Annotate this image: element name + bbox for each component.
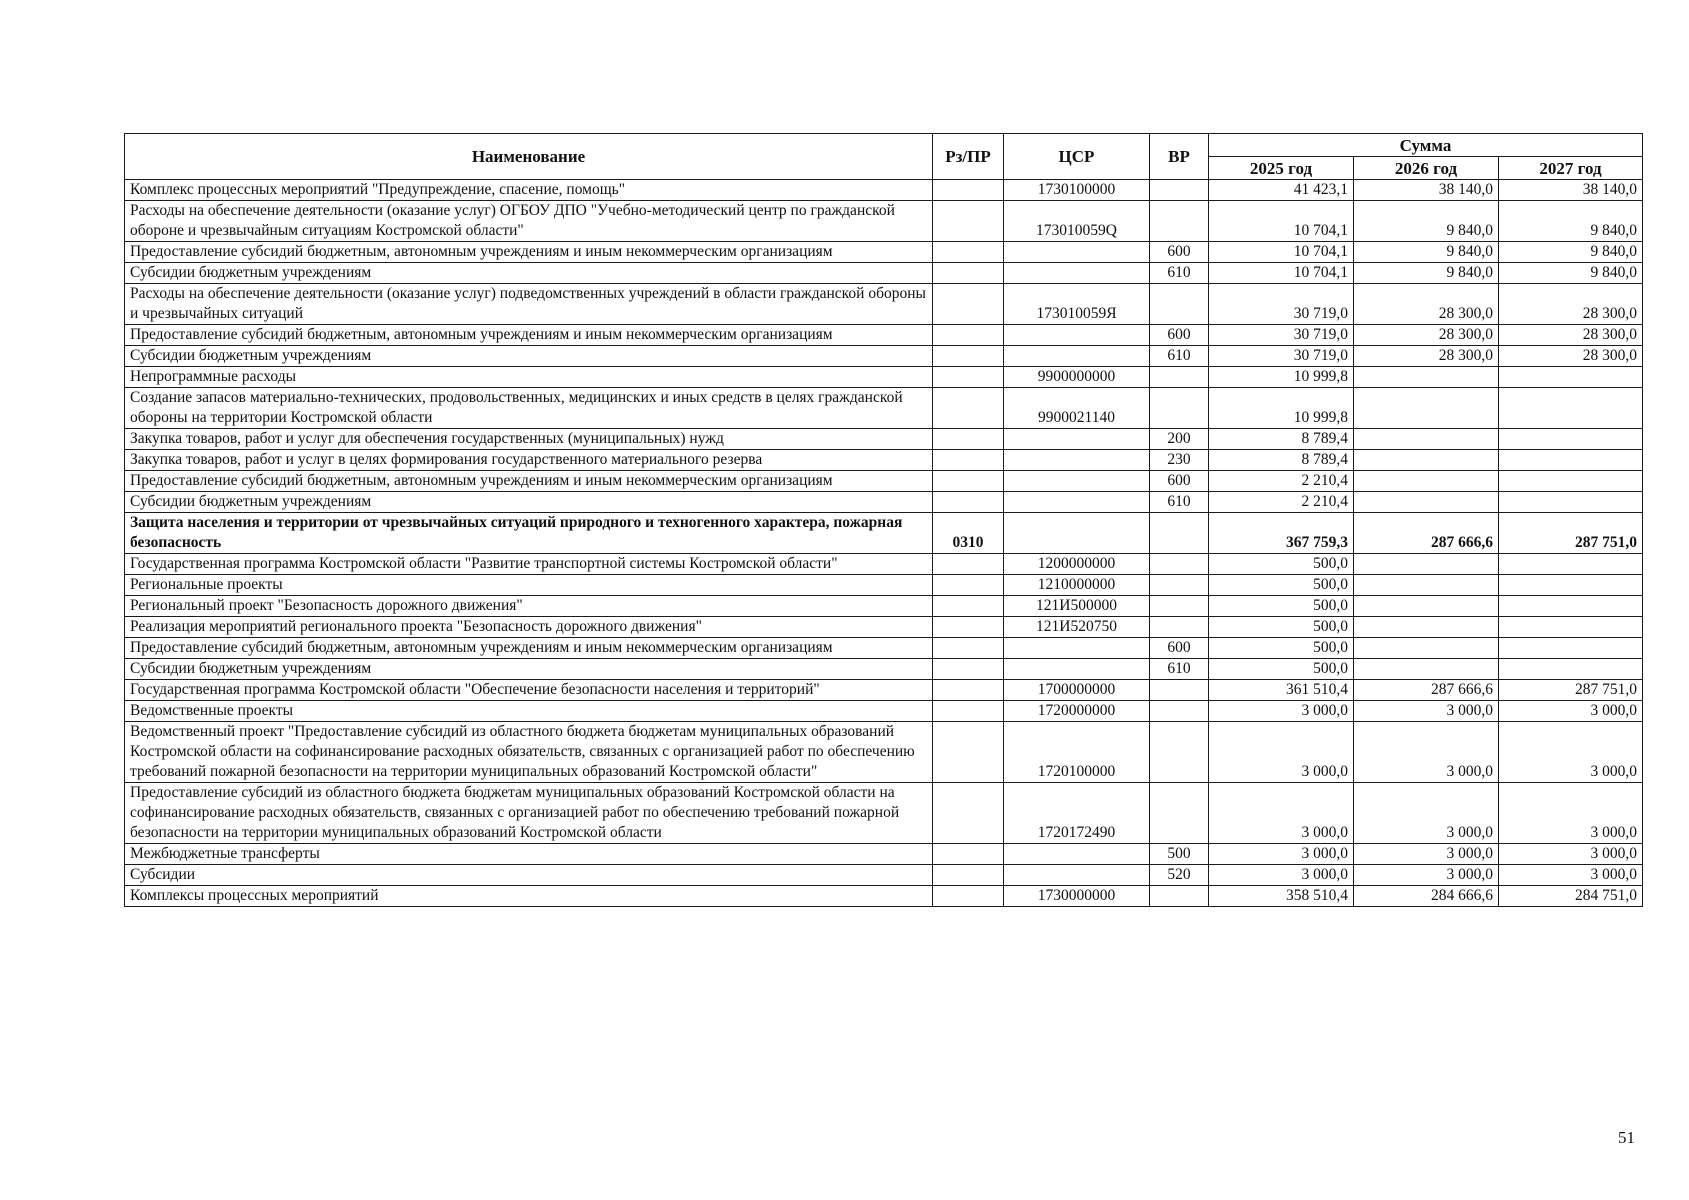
cell-2027 [1499,617,1643,638]
cell-csr [1004,492,1150,513]
table-row [125,722,1643,783]
cell-rz [933,701,1004,722]
cell-vr [1150,201,1209,242]
cell-2026: 3 000,0 [1354,865,1499,886]
cell-2025: 361 510,4 [1209,680,1354,701]
table-body [125,180,1643,907]
cell-2026 [1354,388,1499,429]
cell-2027: 9 840,0 [1499,242,1643,263]
cell-2025: 10 999,8 [1209,388,1354,429]
cell-vr: 600 [1150,325,1209,346]
table-row [125,242,1643,263]
cell-2025: 500,0 [1209,638,1354,659]
cell-rz [933,284,1004,325]
cell-csr [1004,325,1150,346]
cell-2027: 3 000,0 [1499,722,1643,783]
cell-2027 [1499,596,1643,617]
cell-name: Создание запасов материально-технических, продовольственных, медицинских и иных средств в целях гражданской обороны на территории Костромской области [125,388,933,429]
cell-rz [933,367,1004,388]
table-row [125,284,1643,325]
table-row [125,471,1643,492]
cell-2025: 10 704,1 [1209,263,1354,284]
cell-2026: 28 300,0 [1354,346,1499,367]
table-row [125,346,1643,367]
cell-2026 [1354,492,1499,513]
cell-vr: 500 [1150,844,1209,865]
cell-2025: 500,0 [1209,659,1354,680]
cell-name: Предоставление субсидий бюджетным, автономным учреждениям и иным некоммерческим организациям [125,242,933,263]
cell-rz [933,886,1004,907]
cell-rz [933,596,1004,617]
cell-name: Предоставление субсидий бюджетным, автономным учреждениям и иным некоммерческим организациям [125,325,933,346]
cell-rz [933,554,1004,575]
cell-2026 [1354,429,1499,450]
cell-rz [933,865,1004,886]
cell-2026: 38 140,0 [1354,180,1499,201]
cell-2027: 9 840,0 [1499,263,1643,284]
cell-rz: 0310 [933,513,1004,554]
table-header [125,134,1643,180]
cell-rz [933,722,1004,783]
cell-csr: 1720000000 [1004,701,1150,722]
cell-name: Межбюджетные трансферты [125,844,933,865]
cell-vr [1150,554,1209,575]
cell-csr [1004,429,1150,450]
cell-2026: 9 840,0 [1354,201,1499,242]
cell-rz [933,429,1004,450]
budget-table-container [124,133,1642,907]
cell-rz [933,201,1004,242]
table-row [125,865,1643,886]
cell-rz [933,638,1004,659]
cell-vr [1150,180,1209,201]
cell-rz [933,844,1004,865]
cell-2026: 3 000,0 [1354,722,1499,783]
cell-rz [933,388,1004,429]
cell-csr [1004,513,1150,554]
cell-rz [933,492,1004,513]
cell-csr: 1700000000 [1004,680,1150,701]
cell-2025: 41 423,1 [1209,180,1354,201]
cell-rz [933,242,1004,263]
cell-vr [1150,783,1209,844]
cell-2025: 10 704,1 [1209,201,1354,242]
cell-2027 [1499,554,1643,575]
cell-2027: 284 751,0 [1499,886,1643,907]
cell-csr [1004,263,1150,284]
cell-name: Непрограммные расходы [125,367,933,388]
cell-vr [1150,886,1209,907]
cell-2026 [1354,617,1499,638]
cell-2025: 500,0 [1209,617,1354,638]
cell-2027 [1499,388,1643,429]
cell-csr: 1720172490 [1004,783,1150,844]
cell-rz [933,680,1004,701]
cell-name: Ведомственный проект "Предоставление субсидий из областного бюджета бюджетам муниципальных образований Костромской области на софинансирование расходных обязательств, связанных с организацией работ по обеспечению требований пожарной безопасности на территории муниципальных образований Костромской области" [125,722,933,783]
cell-rz [933,325,1004,346]
cell-2026: 28 300,0 [1354,325,1499,346]
cell-rz [933,180,1004,201]
cell-2027 [1499,450,1643,471]
header-name: Наименование [125,134,933,180]
header-csr: ЦСР [1004,134,1150,180]
cell-vr: 610 [1150,659,1209,680]
cell-2027: 287 751,0 [1499,513,1643,554]
cell-2027: 3 000,0 [1499,783,1643,844]
cell-2025: 367 759,3 [1209,513,1354,554]
cell-2026 [1354,471,1499,492]
header-sum: Сумма [1209,134,1643,157]
cell-2026: 3 000,0 [1354,844,1499,865]
cell-csr: 1730100000 [1004,180,1150,201]
page-number: 51 [1618,1128,1635,1147]
table-row [125,513,1643,554]
cell-2025: 3 000,0 [1209,783,1354,844]
cell-2027: 28 300,0 [1499,284,1643,325]
table-row [125,638,1643,659]
cell-2026 [1354,638,1499,659]
cell-2027 [1499,367,1643,388]
cell-csr [1004,471,1150,492]
cell-name: Расходы на обеспечение деятельности (оказание услуг) ОГБОУ ДПО "Учебно-методический центр по гражданской обороне и чрезвычайным ситуациям Костромской области" [125,201,933,242]
table-row [125,263,1643,284]
cell-vr: 600 [1150,242,1209,263]
cell-2026 [1354,659,1499,680]
cell-csr: 121И520750 [1004,617,1150,638]
cell-csr [1004,865,1150,886]
cell-vr [1150,367,1209,388]
cell-name: Реализация мероприятий регионального проекта "Безопасность дорожного движения" [125,617,933,638]
table-row [125,575,1643,596]
table-row [125,201,1643,242]
cell-name: Предоставление субсидий из областного бюджета бюджетам муниципальных образований Костромской области на софинансирование расходных обязательств, связанных с организацией работ по обеспечению требований пожарной безопасности на территории муниципальных образований Костромской области [125,783,933,844]
cell-2026 [1354,367,1499,388]
cell-name: Предоставление субсидий бюджетным, автономным учреждениям и иным некоммерческим организациям [125,638,933,659]
cell-csr: 1730000000 [1004,886,1150,907]
cell-name: Комплексы процессных мероприятий [125,886,933,907]
table-row [125,701,1643,722]
cell-vr [1150,701,1209,722]
cell-name: Ведомственные проекты [125,701,933,722]
table-row [125,617,1643,638]
cell-name: Предоставление субсидий бюджетным, автономным учреждениям и иным некоммерческим организациям [125,471,933,492]
cell-2027: 3 000,0 [1499,701,1643,722]
cell-2027: 28 300,0 [1499,325,1643,346]
cell-name: Региональный проект "Безопасность дорожного движения" [125,596,933,617]
cell-name: Государственная программа Костромской области "Развитие транспортной системы Костромской области" [125,554,933,575]
cell-vr: 520 [1150,865,1209,886]
cell-csr [1004,450,1150,471]
cell-2026 [1354,596,1499,617]
cell-2025: 3 000,0 [1209,844,1354,865]
cell-vr: 230 [1150,450,1209,471]
cell-csr: 1720100000 [1004,722,1150,783]
cell-2027 [1499,429,1643,450]
cell-2027: 28 300,0 [1499,346,1643,367]
table-row [125,680,1643,701]
cell-2026: 3 000,0 [1354,783,1499,844]
cell-2026: 287 666,6 [1354,513,1499,554]
cell-rz [933,346,1004,367]
cell-csr [1004,346,1150,367]
table-row [125,783,1643,844]
cell-vr [1150,596,1209,617]
cell-2025: 3 000,0 [1209,722,1354,783]
cell-2027 [1499,638,1643,659]
cell-name: Защита населения и территории от чрезвычайных ситуаций природного и техногенного характера, пожарная безопасность [125,513,933,554]
cell-name: Субсидии бюджетным учреждениям [125,346,933,367]
table-row [125,554,1643,575]
cell-csr: 173010059Я [1004,284,1150,325]
table-row [125,367,1643,388]
header-2027: 2027 год [1499,157,1643,180]
cell-csr: 9900021140 [1004,388,1150,429]
cell-name: Расходы на обеспечение деятельности (оказание услуг) подведомственных учреждений в области гражданской обороны и чрезвычайных ситуаций [125,284,933,325]
budget-table [124,133,1643,907]
cell-2026: 3 000,0 [1354,701,1499,722]
cell-2025: 30 719,0 [1209,284,1354,325]
cell-csr [1004,659,1150,680]
cell-name: Субсидии бюджетным учреждениям [125,492,933,513]
cell-2026 [1354,575,1499,596]
cell-2025: 500,0 [1209,596,1354,617]
cell-csr: 173010059Q [1004,201,1150,242]
cell-csr: 1210000000 [1004,575,1150,596]
cell-csr [1004,638,1150,659]
cell-rz [933,471,1004,492]
cell-rz [933,263,1004,284]
cell-name: Закупка товаров, работ и услуг для обеспечения государственных (муниципальных) нужд [125,429,933,450]
cell-2025: 2 210,4 [1209,471,1354,492]
cell-vr [1150,575,1209,596]
cell-2027: 3 000,0 [1499,865,1643,886]
cell-csr [1004,242,1150,263]
cell-vr: 610 [1150,492,1209,513]
cell-2025: 10 999,8 [1209,367,1354,388]
header-2025: 2025 год [1209,157,1354,180]
cell-2025: 30 719,0 [1209,325,1354,346]
table-row [125,596,1643,617]
cell-2026 [1354,554,1499,575]
cell-vr: 610 [1150,263,1209,284]
cell-2025: 3 000,0 [1209,701,1354,722]
cell-2027 [1499,492,1643,513]
table-row [125,180,1643,201]
cell-rz [933,450,1004,471]
cell-vr [1150,284,1209,325]
header-rz: Рз/ПР [933,134,1004,180]
cell-2027: 287 751,0 [1499,680,1643,701]
cell-2027: 9 840,0 [1499,201,1643,242]
cell-2026: 284 666,6 [1354,886,1499,907]
cell-rz [933,575,1004,596]
cell-name: Субсидии бюджетным учреждениям [125,263,933,284]
cell-name: Субсидии бюджетным учреждениям [125,659,933,680]
cell-2025: 8 789,4 [1209,429,1354,450]
cell-name: Региональные проекты [125,575,933,596]
header-vr: ВР [1150,134,1209,180]
table-row [125,492,1643,513]
cell-rz [933,783,1004,844]
cell-csr: 9900000000 [1004,367,1150,388]
header-2026: 2026 год [1354,157,1499,180]
cell-vr: 600 [1150,471,1209,492]
cell-2026: 9 840,0 [1354,242,1499,263]
cell-vr [1150,722,1209,783]
table-row [125,844,1643,865]
cell-2027 [1499,659,1643,680]
table-row [125,450,1643,471]
cell-2025: 500,0 [1209,575,1354,596]
cell-2027 [1499,575,1643,596]
cell-2026: 287 666,6 [1354,680,1499,701]
cell-csr [1004,844,1150,865]
cell-2027: 38 140,0 [1499,180,1643,201]
table-row [125,886,1643,907]
cell-vr [1150,388,1209,429]
cell-2027 [1499,471,1643,492]
cell-name: Комплекс процессных мероприятий "Предупреждение, спасение, помощь" [125,180,933,201]
table-row [125,429,1643,450]
cell-2027: 3 000,0 [1499,844,1643,865]
cell-vr [1150,680,1209,701]
table-row [125,325,1643,346]
cell-rz [933,617,1004,638]
cell-2025: 358 510,4 [1209,886,1354,907]
cell-vr: 600 [1150,638,1209,659]
cell-2025: 2 210,4 [1209,492,1354,513]
cell-2026: 9 840,0 [1354,263,1499,284]
table-row [125,388,1643,429]
cell-vr: 610 [1150,346,1209,367]
cell-2025: 10 704,1 [1209,242,1354,263]
table-row [125,659,1643,680]
cell-name: Государственная программа Костромской области "Обеспечение безопасности населения и территорий" [125,680,933,701]
cell-2025: 500,0 [1209,554,1354,575]
cell-name: Субсидии [125,865,933,886]
cell-2025: 8 789,4 [1209,450,1354,471]
cell-vr [1150,513,1209,554]
cell-csr: 121И500000 [1004,596,1150,617]
cell-vr [1150,617,1209,638]
cell-csr: 1200000000 [1004,554,1150,575]
cell-name: Закупка товаров, работ и услуг в целях формирования государственного материального резерва [125,450,933,471]
cell-2026 [1354,450,1499,471]
cell-2026: 28 300,0 [1354,284,1499,325]
cell-rz [933,659,1004,680]
cell-2025: 30 719,0 [1209,346,1354,367]
cell-vr: 200 [1150,429,1209,450]
cell-2025: 3 000,0 [1209,865,1354,886]
